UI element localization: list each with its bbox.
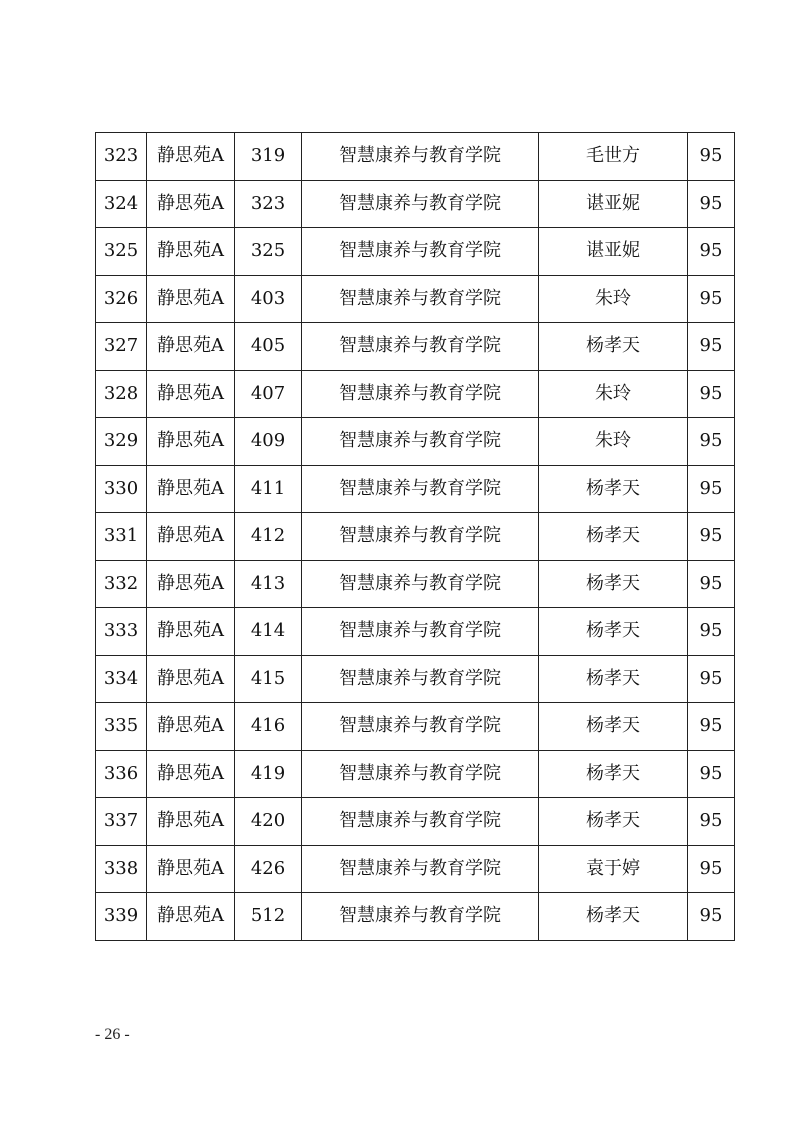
college-cell: 智慧康养与教育学院 <box>302 750 539 798</box>
score-cell: 95 <box>688 465 735 513</box>
building-cell: 静思苑A <box>147 893 235 941</box>
serial-number-cell: 326 <box>96 275 147 323</box>
college-cell: 智慧康养与教育学院 <box>302 418 539 466</box>
college-cell: 智慧康养与教育学院 <box>302 513 539 561</box>
score-cell: 95 <box>688 180 735 228</box>
college-cell: 智慧康养与教育学院 <box>302 180 539 228</box>
counselor-cell: 朱玲 <box>539 370 688 418</box>
counselor-cell: 杨孝天 <box>539 893 688 941</box>
serial-number-cell: 325 <box>96 228 147 276</box>
counselor-cell: 杨孝天 <box>539 798 688 846</box>
counselor-cell: 杨孝天 <box>539 465 688 513</box>
room-number-cell: 407 <box>235 370 302 418</box>
dorm-score-table <box>95 132 735 941</box>
counselor-cell: 杨孝天 <box>539 560 688 608</box>
score-cell: 95 <box>688 703 735 751</box>
serial-number-cell: 331 <box>96 513 147 561</box>
table-row <box>96 180 735 228</box>
serial-number-cell: 338 <box>96 845 147 893</box>
building-cell: 静思苑A <box>147 608 235 656</box>
score-cell: 95 <box>688 893 735 941</box>
room-number-cell: 405 <box>235 323 302 371</box>
serial-number-cell: 328 <box>96 370 147 418</box>
college-cell: 智慧康养与教育学院 <box>302 133 539 181</box>
building-cell: 静思苑A <box>147 275 235 323</box>
building-cell: 静思苑A <box>147 228 235 276</box>
room-number-cell: 426 <box>235 845 302 893</box>
building-cell: 静思苑A <box>147 798 235 846</box>
serial-number-cell: 335 <box>96 703 147 751</box>
building-cell: 静思苑A <box>147 465 235 513</box>
table-row <box>96 133 735 181</box>
college-cell: 智慧康养与教育学院 <box>302 798 539 846</box>
score-cell: 95 <box>688 228 735 276</box>
college-cell: 智慧康养与教育学院 <box>302 893 539 941</box>
table-row <box>96 560 735 608</box>
room-number-cell: 416 <box>235 703 302 751</box>
table-row <box>96 750 735 798</box>
room-number-cell: 512 <box>235 893 302 941</box>
table-row <box>96 513 735 561</box>
score-cell: 95 <box>688 275 735 323</box>
building-cell: 静思苑A <box>147 845 235 893</box>
college-cell: 智慧康养与教育学院 <box>302 560 539 608</box>
counselor-cell: 杨孝天 <box>539 655 688 703</box>
serial-number-cell: 323 <box>96 133 147 181</box>
serial-number-cell: 333 <box>96 608 147 656</box>
building-cell: 静思苑A <box>147 323 235 371</box>
serial-number-cell: 324 <box>96 180 147 228</box>
college-cell: 智慧康养与教育学院 <box>302 465 539 513</box>
counselor-cell: 杨孝天 <box>539 703 688 751</box>
room-number-cell: 412 <box>235 513 302 561</box>
building-cell: 静思苑A <box>147 655 235 703</box>
room-number-cell: 411 <box>235 465 302 513</box>
room-number-cell: 319 <box>235 133 302 181</box>
building-cell: 静思苑A <box>147 513 235 561</box>
serial-number-cell: 327 <box>96 323 147 371</box>
table-row <box>96 465 735 513</box>
table-row <box>96 893 735 941</box>
college-cell: 智慧康养与教育学院 <box>302 275 539 323</box>
serial-number-cell: 339 <box>96 893 147 941</box>
table-body <box>96 133 735 941</box>
room-number-cell: 415 <box>235 655 302 703</box>
building-cell: 静思苑A <box>147 560 235 608</box>
counselor-cell: 杨孝天 <box>539 513 688 561</box>
building-cell: 静思苑A <box>147 703 235 751</box>
counselor-cell: 朱玲 <box>539 418 688 466</box>
score-cell: 95 <box>688 370 735 418</box>
building-cell: 静思苑A <box>147 180 235 228</box>
building-cell: 静思苑A <box>147 750 235 798</box>
counselor-cell: 杨孝天 <box>539 323 688 371</box>
room-number-cell: 409 <box>235 418 302 466</box>
building-cell: 静思苑A <box>147 418 235 466</box>
room-number-cell: 414 <box>235 608 302 656</box>
counselor-cell: 袁于婷 <box>539 845 688 893</box>
score-cell: 95 <box>688 798 735 846</box>
table-row <box>96 370 735 418</box>
table-row <box>96 323 735 371</box>
room-number-cell: 419 <box>235 750 302 798</box>
building-cell: 静思苑A <box>147 370 235 418</box>
score-cell: 95 <box>688 845 735 893</box>
table-row <box>96 228 735 276</box>
score-cell: 95 <box>688 560 735 608</box>
room-number-cell: 420 <box>235 798 302 846</box>
serial-number-cell: 337 <box>96 798 147 846</box>
table-row <box>96 655 735 703</box>
score-cell: 95 <box>688 655 735 703</box>
table-row <box>96 418 735 466</box>
serial-number-cell: 330 <box>96 465 147 513</box>
room-number-cell: 325 <box>235 228 302 276</box>
score-cell: 95 <box>688 418 735 466</box>
college-cell: 智慧康养与教育学院 <box>302 655 539 703</box>
college-cell: 智慧康养与教育学院 <box>302 845 539 893</box>
table-row <box>96 275 735 323</box>
college-cell: 智慧康养与教育学院 <box>302 228 539 276</box>
table-row <box>96 608 735 656</box>
counselor-cell: 毛世方 <box>539 133 688 181</box>
counselor-cell: 谌亚妮 <box>539 180 688 228</box>
counselor-cell: 杨孝天 <box>539 608 688 656</box>
serial-number-cell: 334 <box>96 655 147 703</box>
score-cell: 95 <box>688 750 735 798</box>
college-cell: 智慧康养与教育学院 <box>302 323 539 371</box>
table-row <box>96 845 735 893</box>
serial-number-cell: 329 <box>96 418 147 466</box>
building-cell: 静思苑A <box>147 133 235 181</box>
serial-number-cell: 336 <box>96 750 147 798</box>
counselor-cell: 杨孝天 <box>539 750 688 798</box>
room-number-cell: 403 <box>235 275 302 323</box>
serial-number-cell: 332 <box>96 560 147 608</box>
score-cell: 95 <box>688 608 735 656</box>
score-cell: 95 <box>688 513 735 561</box>
college-cell: 智慧康养与教育学院 <box>302 703 539 751</box>
counselor-cell: 朱玲 <box>539 275 688 323</box>
score-cell: 95 <box>688 133 735 181</box>
college-cell: 智慧康养与教育学院 <box>302 370 539 418</box>
score-cell: 95 <box>688 323 735 371</box>
room-number-cell: 323 <box>235 180 302 228</box>
room-number-cell: 413 <box>235 560 302 608</box>
college-cell: 智慧康养与教育学院 <box>302 608 539 656</box>
counselor-cell: 谌亚妮 <box>539 228 688 276</box>
table-row <box>96 703 735 751</box>
page-number: - 26 - <box>95 1026 130 1043</box>
table-row <box>96 798 735 846</box>
